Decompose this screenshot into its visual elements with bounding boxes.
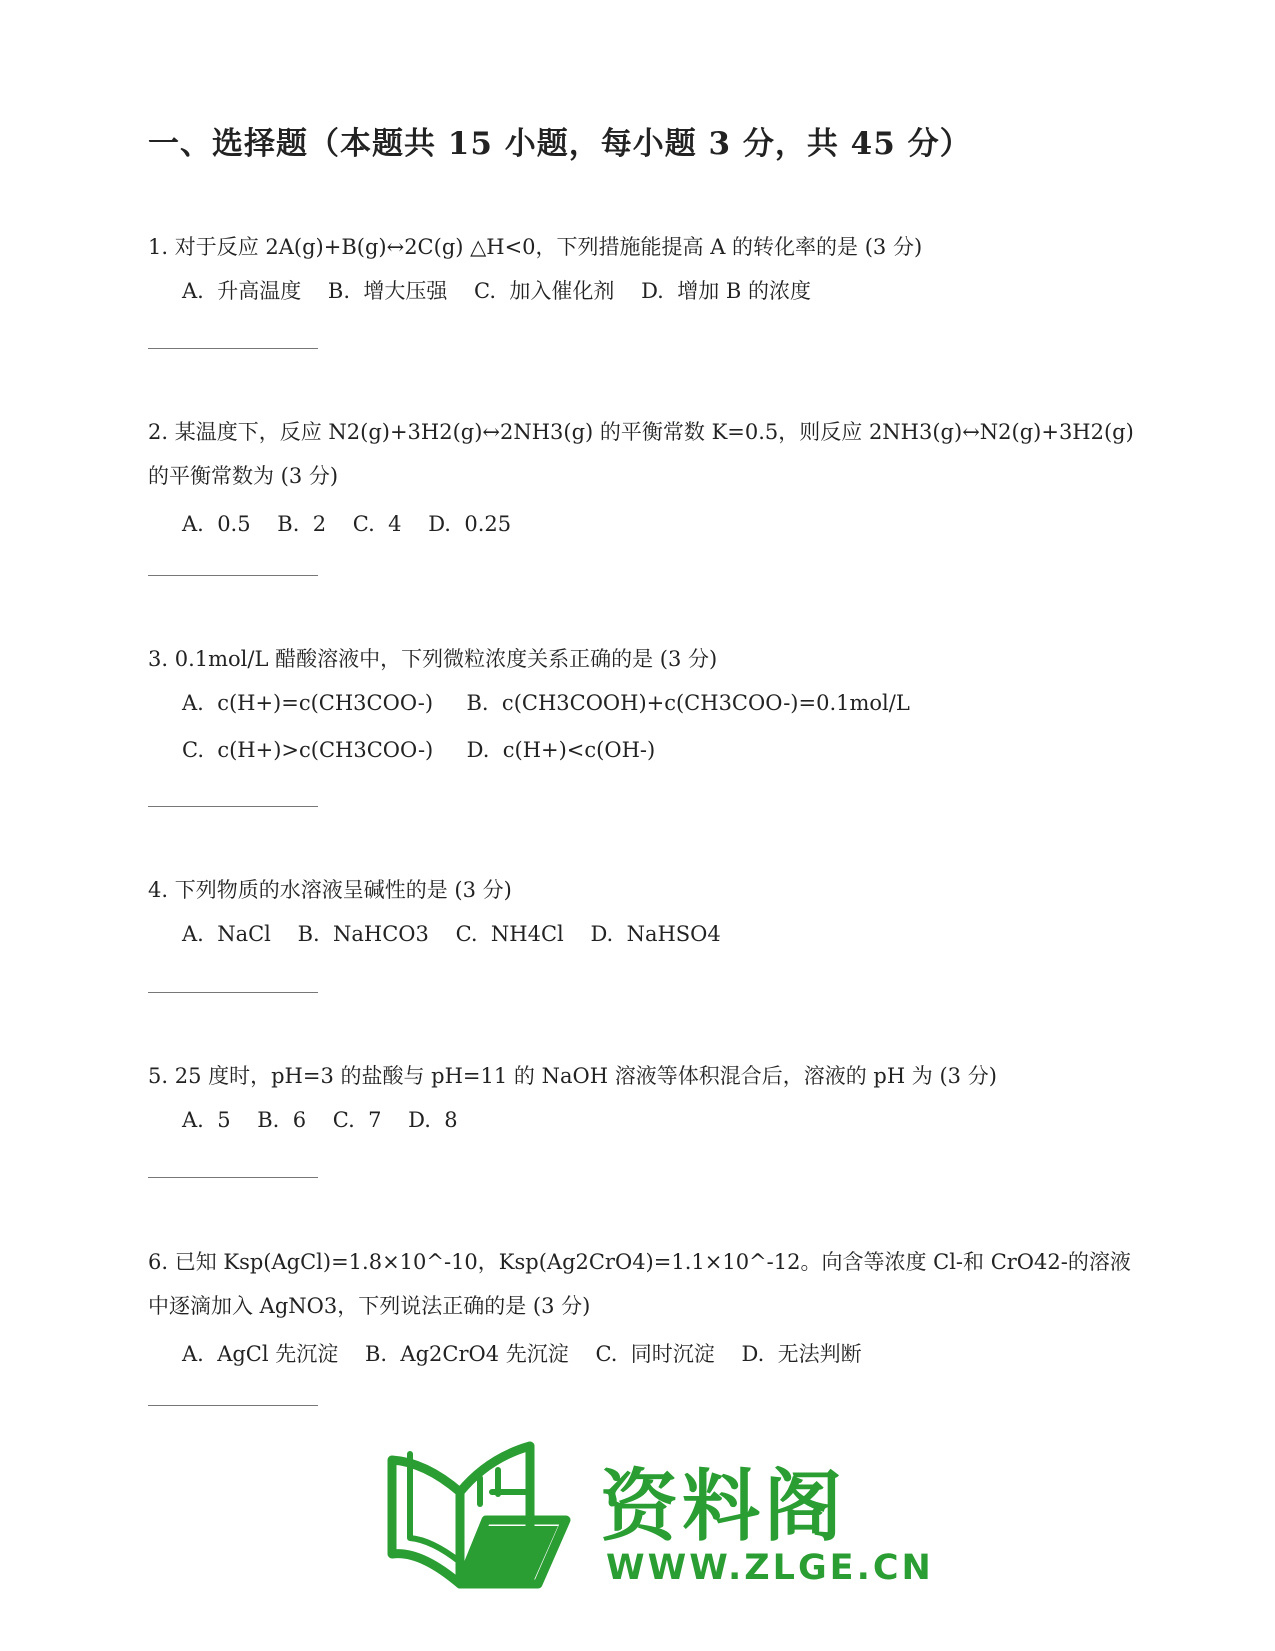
question-text: 1. 对于反应 2A(g)+B(g)↔2C(g) △H<0，下列措施能提高 A 的转化率的是 (3 分) bbox=[148, 235, 923, 259]
answer-line bbox=[148, 806, 318, 807]
question-4 bbox=[148, 868, 1138, 956]
question-options-row-2: C. c(H+)>c(CH3COO-) D. c(H+)<c(OH-) bbox=[182, 738, 656, 762]
question-text: 3. 0.1mol/L 醋酸溶液中，下列微粒浓度关系正确的是 (3 分) bbox=[148, 647, 718, 671]
question-options: A. c(H+)=c(CH3COO-) B. c(CH3COOH)+c(CH3COO-)=0.1mol/L bbox=[182, 691, 910, 715]
question-3 bbox=[148, 637, 1138, 772]
question-options: A. NaCl B. NaHCO3 C. NH4Cl D. NaHSO4 bbox=[182, 922, 721, 946]
question-options: A. AgCl 先沉淀 B. Ag2CrO4 先沉淀 C. 同时沉淀 D. 无法判断 bbox=[182, 1342, 862, 1366]
watermark-logo bbox=[392, 1440, 934, 1600]
answer-line bbox=[148, 1405, 318, 1406]
question-6 bbox=[148, 1240, 1138, 1376]
question-options: A. 升高温度 B. 增大压强 C. 加入催化剂 D. 增加 B 的浓度 bbox=[182, 279, 811, 303]
answer-line bbox=[148, 1177, 318, 1178]
open-book-icon bbox=[380, 1434, 580, 1594]
answer-line bbox=[148, 348, 318, 349]
question-text-continued: 中逐滴加入 AgNO3，下列说法正确的是 (3 分) bbox=[148, 1294, 591, 1318]
question-text: 6. 已知 Ksp(AgCl)=1.8×10^-10，Ksp(Ag2CrO4)=1.1×10^-12。向含等浓度 Cl-和 CrO42-的溶液 bbox=[148, 1250, 1131, 1274]
question-text: 5. 25 度时，pH=3 的盐酸与 pH=11 的 NaOH 溶液等体积混合后，溶液的 pH 为 (3 分) bbox=[148, 1064, 997, 1088]
question-5 bbox=[148, 1054, 1138, 1142]
question-options: A. 0.5 B. 2 C. 4 D. 0.25 bbox=[182, 512, 512, 536]
answer-line bbox=[148, 575, 318, 576]
question-1 bbox=[148, 225, 1138, 313]
watermark-url: WWW.ZLGE.CN bbox=[606, 1548, 934, 1588]
answer-line bbox=[148, 992, 318, 993]
question-2 bbox=[148, 410, 1138, 546]
question-options: A. 5 B. 6 C. 7 D. 8 bbox=[182, 1108, 458, 1132]
question-text: 2. 某温度下，反应 N2(g)+3H2(g)↔2NH3(g) 的平衡常数 K=0.5，则反应 2NH3(g)↔N2(g)+3H2(g) bbox=[148, 420, 1134, 444]
question-text-continued: 的平衡常数为 (3 分) bbox=[148, 464, 339, 488]
question-text: 4. 下列物质的水溶液呈碱性的是 (3 分) bbox=[148, 878, 512, 902]
section-title: 一、选择题（本题共 15 小题，每小题 3 分，共 45 分） bbox=[148, 126, 972, 162]
watermark-name: 资料阁 bbox=[600, 1462, 847, 1552]
